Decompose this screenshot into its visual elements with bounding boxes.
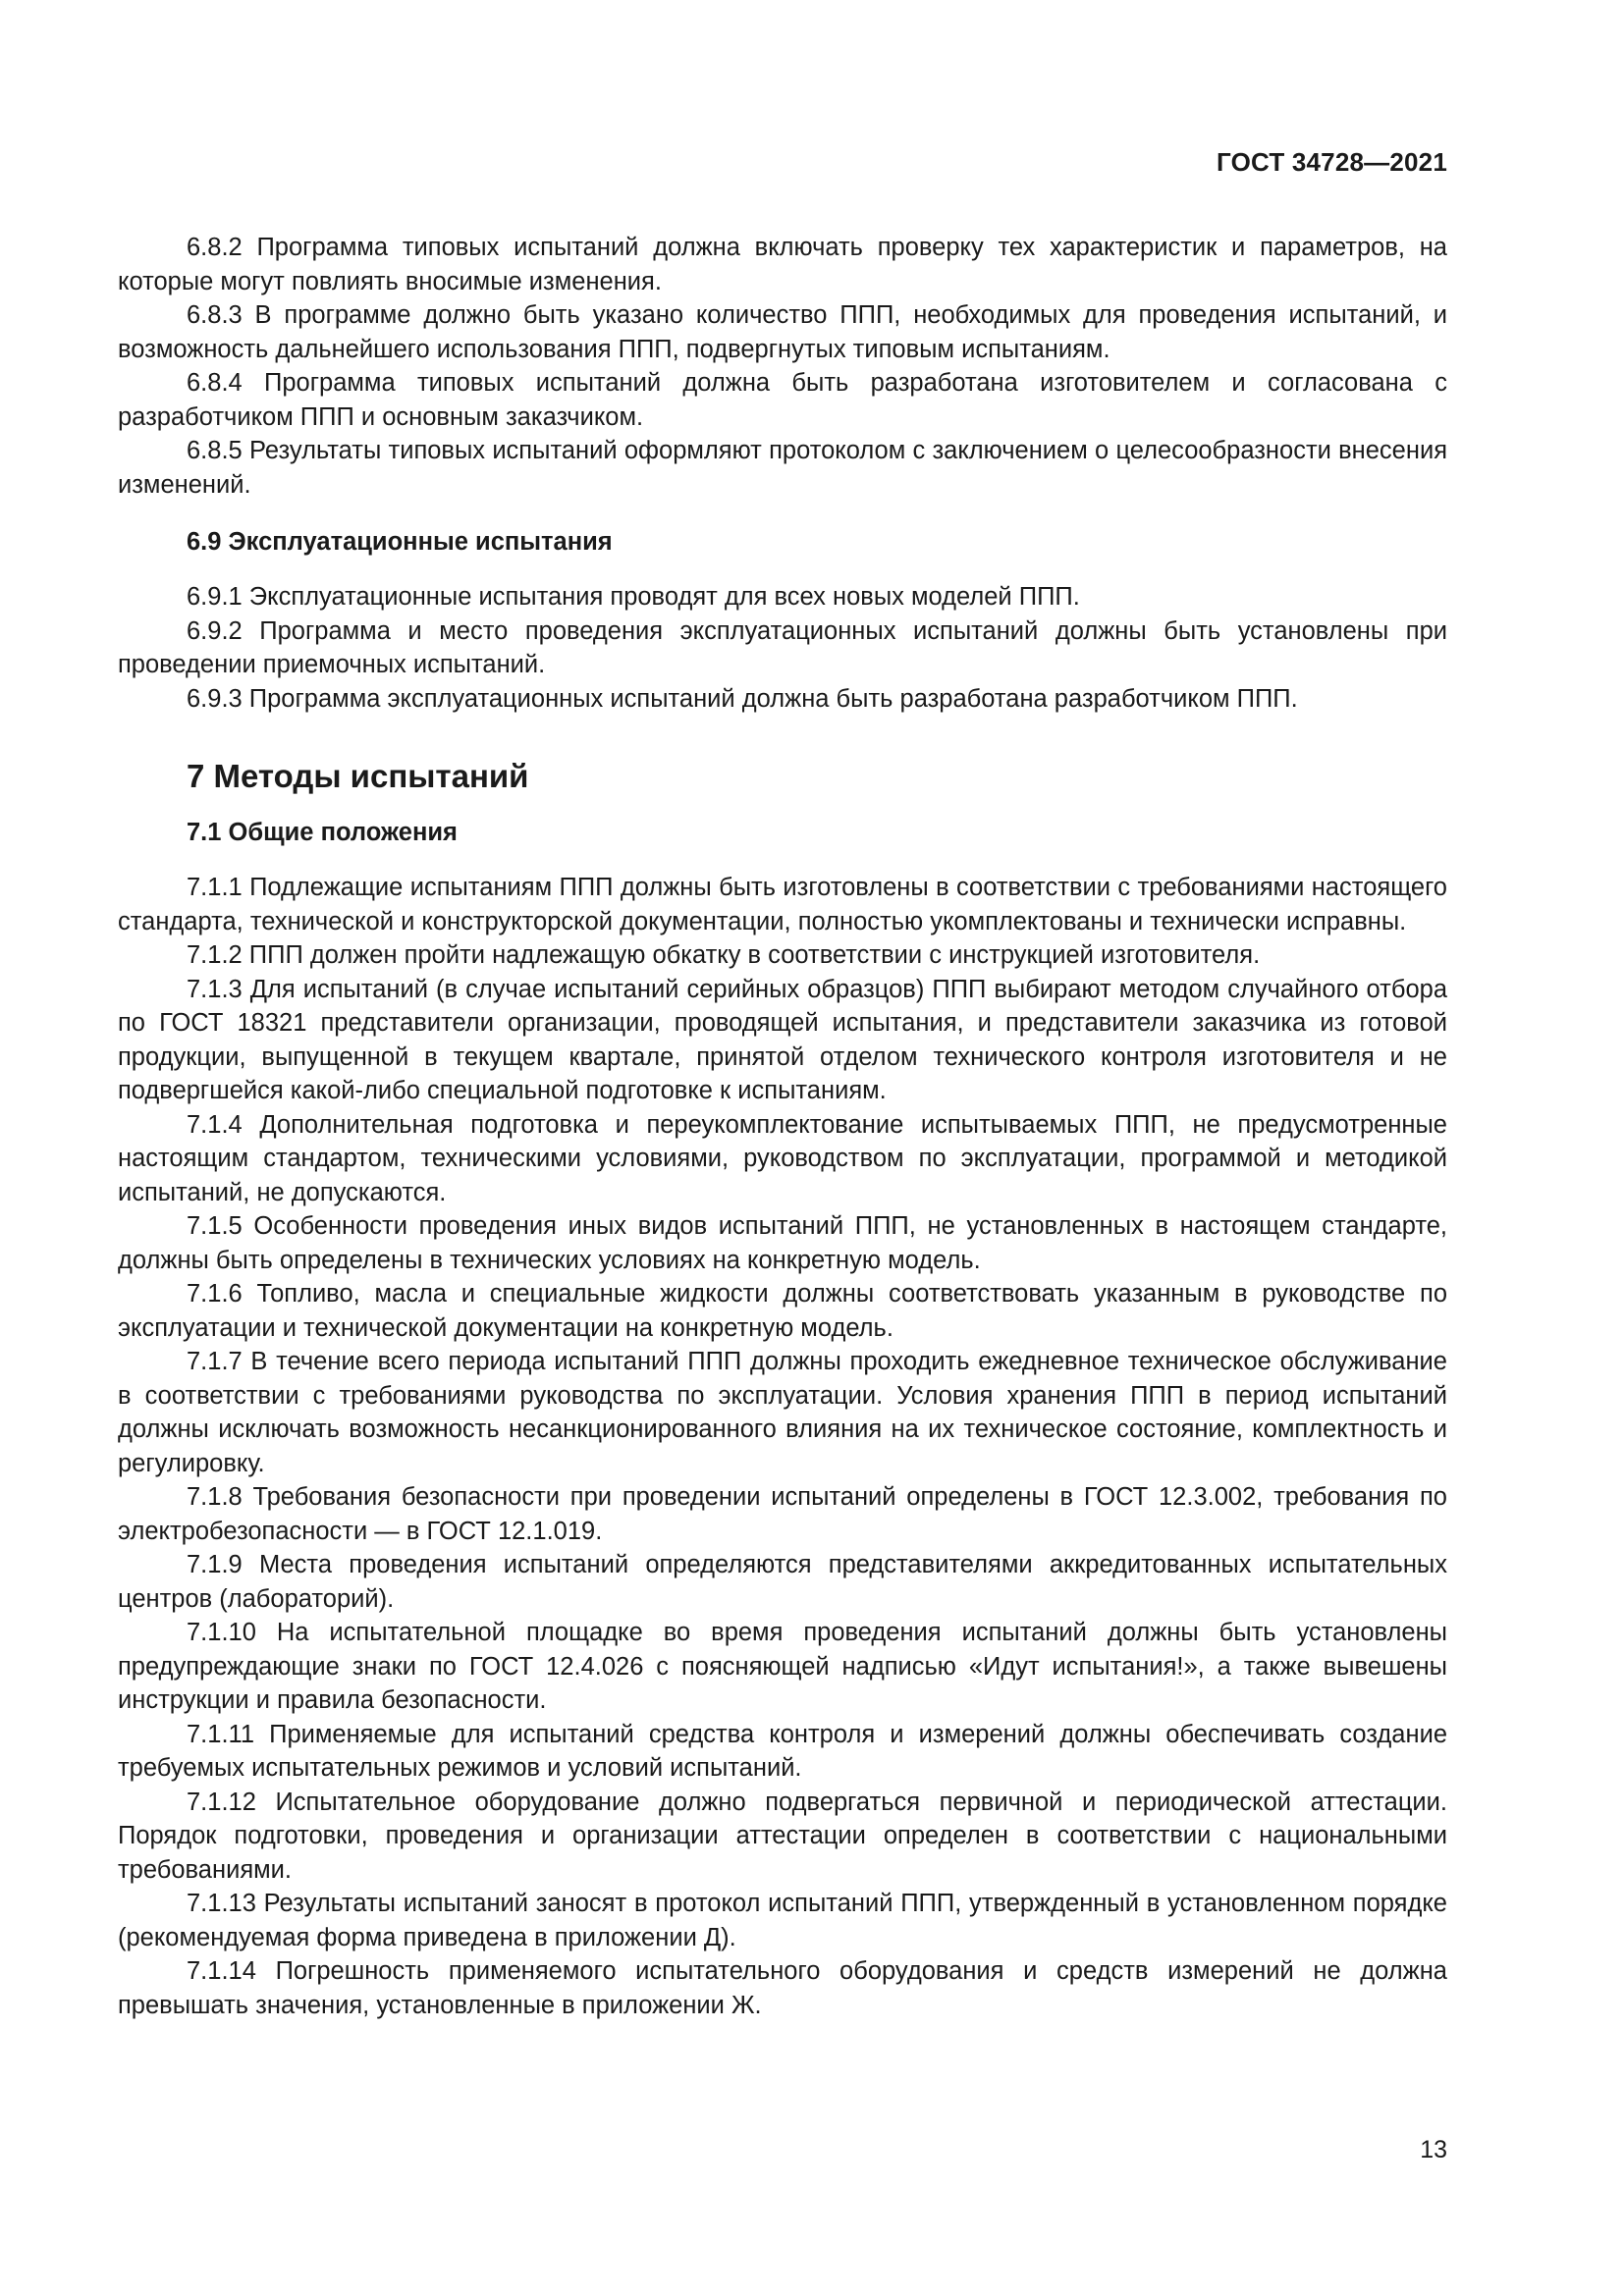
paragraph-6-9-2: 6.9.2 Программа и место проведения эксплуатационных испытаний должны быть установлены при проведении приемочных испытаний.	[118, 616, 1447, 678]
paragraph-6-9-1: 6.9.1 Эксплуатационные испытания проводят для всех новых моделей ППП.	[187, 583, 1080, 611]
document-code: ГОСТ 34728—2021	[1217, 147, 1447, 177]
heading-6-9: 6.9 Эксплуатационные испытания	[187, 528, 613, 556]
paragraph-7-1-1: 7.1.1 Подлежащие испытаниям ППП должны быть изготовлены в соответствии с требованиями настоящего стандарта, технической и конструкторской документации, полностью укомплектованы и технически исправны.	[118, 874, 1447, 935]
paragraph-7-1-6: 7.1.6 Топливо, масла и специальные жидкости должны соответствовать указанным в руководстве по эксплуатации и технической документации на конкретную модель.	[118, 1280, 1447, 1342]
paragraph-7-1-11: 7.1.11 Применяемые для испытаний средства контроля и измерений должны обеспечивать создание требуемых испытательных режимов и условий испытаний.	[118, 1720, 1447, 1782]
paragraph-7-1-3: 7.1.3 Для испытаний (в случае испытаний серийных образцов) ППП выбирают методом случайного отбора по ГОСТ 18321 представители организации, проводящей испытания, и представители заказчика из готовой продукции, выпущенной в текущем квартале, принятой отделом технического контроля изготовителя и не подвергшейся какой-либо специальной подготовке к испытаниям.	[118, 975, 1447, 1104]
paragraph-6-8-2: 6.8.2 Программа типовых испытаний должна включать проверку тех характеристик и параметров, на которые могут повлиять вносимые изменения.	[118, 234, 1447, 295]
paragraph-7-1-2: 7.1.2 ППП должен пройти надлежащую обкатку в соответствии с инструкцией изготовителя.	[187, 941, 1261, 969]
paragraph-7-1-4: 7.1.4 Дополнительная подготовка и переукомплектование испытываемых ППП, не предусмотренные настоящим стандартом, техническими условиями, руководством по эксплуатации, программой и методикой испытаний, не допускаются.	[118, 1110, 1447, 1206]
page-number: 13	[1420, 2136, 1447, 2163]
paragraph-6-8-3: 6.8.3 В программе должно быть указано количество ППП, необходимых для проведения испытаний, и возможность дальнейшего использования ППП, подвергнутых типовым испытаниям.	[118, 301, 1447, 363]
paragraph-6-8-4: 6.8.4 Программа типовых испытаний должна быть разработана изготовителем и согласована с разработчиком ППП и основным заказчиком.	[118, 369, 1447, 431]
paragraph-7-1-10: 7.1.10 На испытательной площадке во время проведения испытаний должны быть установлены предупреждающие знаки по ГОСТ 12.4.026 с поясняющей надписью «Идут испытания!», а также вывешены инструкции и правила безопасности.	[118, 1619, 1447, 1714]
page-content	[118, 231, 1447, 2022]
paragraph-6-9-3: 6.9.3 Программа эксплуатационных испытаний должна быть разработана разработчиком ППП.	[187, 684, 1298, 713]
heading-7: 7 Методы испытаний	[187, 758, 529, 794]
paragraph-6-8-5: 6.8.5 Результаты типовых испытаний оформляют протоколом с заключением о целесообразности внесения изменений.	[118, 437, 1447, 499]
paragraph-7-1-13: 7.1.13 Результаты испытаний заносят в протокол испытаний ППП, утвержденный в установленном порядке (рекомендуемая форма приведена в приложении Д).	[118, 1890, 1447, 1951]
paragraph-7-1-5: 7.1.5 Особенности проведения иных видов испытаний ППП, не установленных в настоящем стандарте, должны быть определены в технических условиях на конкретную модель.	[118, 1212, 1447, 1274]
heading-7-1: 7.1 Общие положения	[187, 819, 458, 846]
paragraph-7-1-7: 7.1.7 В течение всего периода испытаний ППП должны проходить ежедневное техническое обслуживание в соответствии с требованиями руководства по эксплуатации. Условия хранения ППП в период испытаний должны исключать возможность несанкционированного влияния на их техническое состояние, комплектность и регулировку.	[118, 1348, 1447, 1477]
paragraph-7-1-9: 7.1.9 Места проведения испытаний определяются представителями аккредитованных испытательных центров (лабораторий).	[118, 1551, 1447, 1613]
paragraph-7-1-14: 7.1.14 Погрешность применяемого испытательного оборудования и средств измерений не должна превышать значения, установленные в приложении Ж.	[118, 1957, 1447, 2019]
paragraph-7-1-12: 7.1.12 Испытательное оборудование должно подвергаться первичной и периодической аттестации. Порядок подготовки, проведения и организации аттестации определен в соответствии с национальными требованиями.	[118, 1788, 1447, 1884]
paragraph-7-1-8: 7.1.8 Требования безопасности при проведении испытаний определены в ГОСТ 12.3.002, требования по электробезопасности — в ГОСТ 12.1.019.	[118, 1483, 1447, 1545]
